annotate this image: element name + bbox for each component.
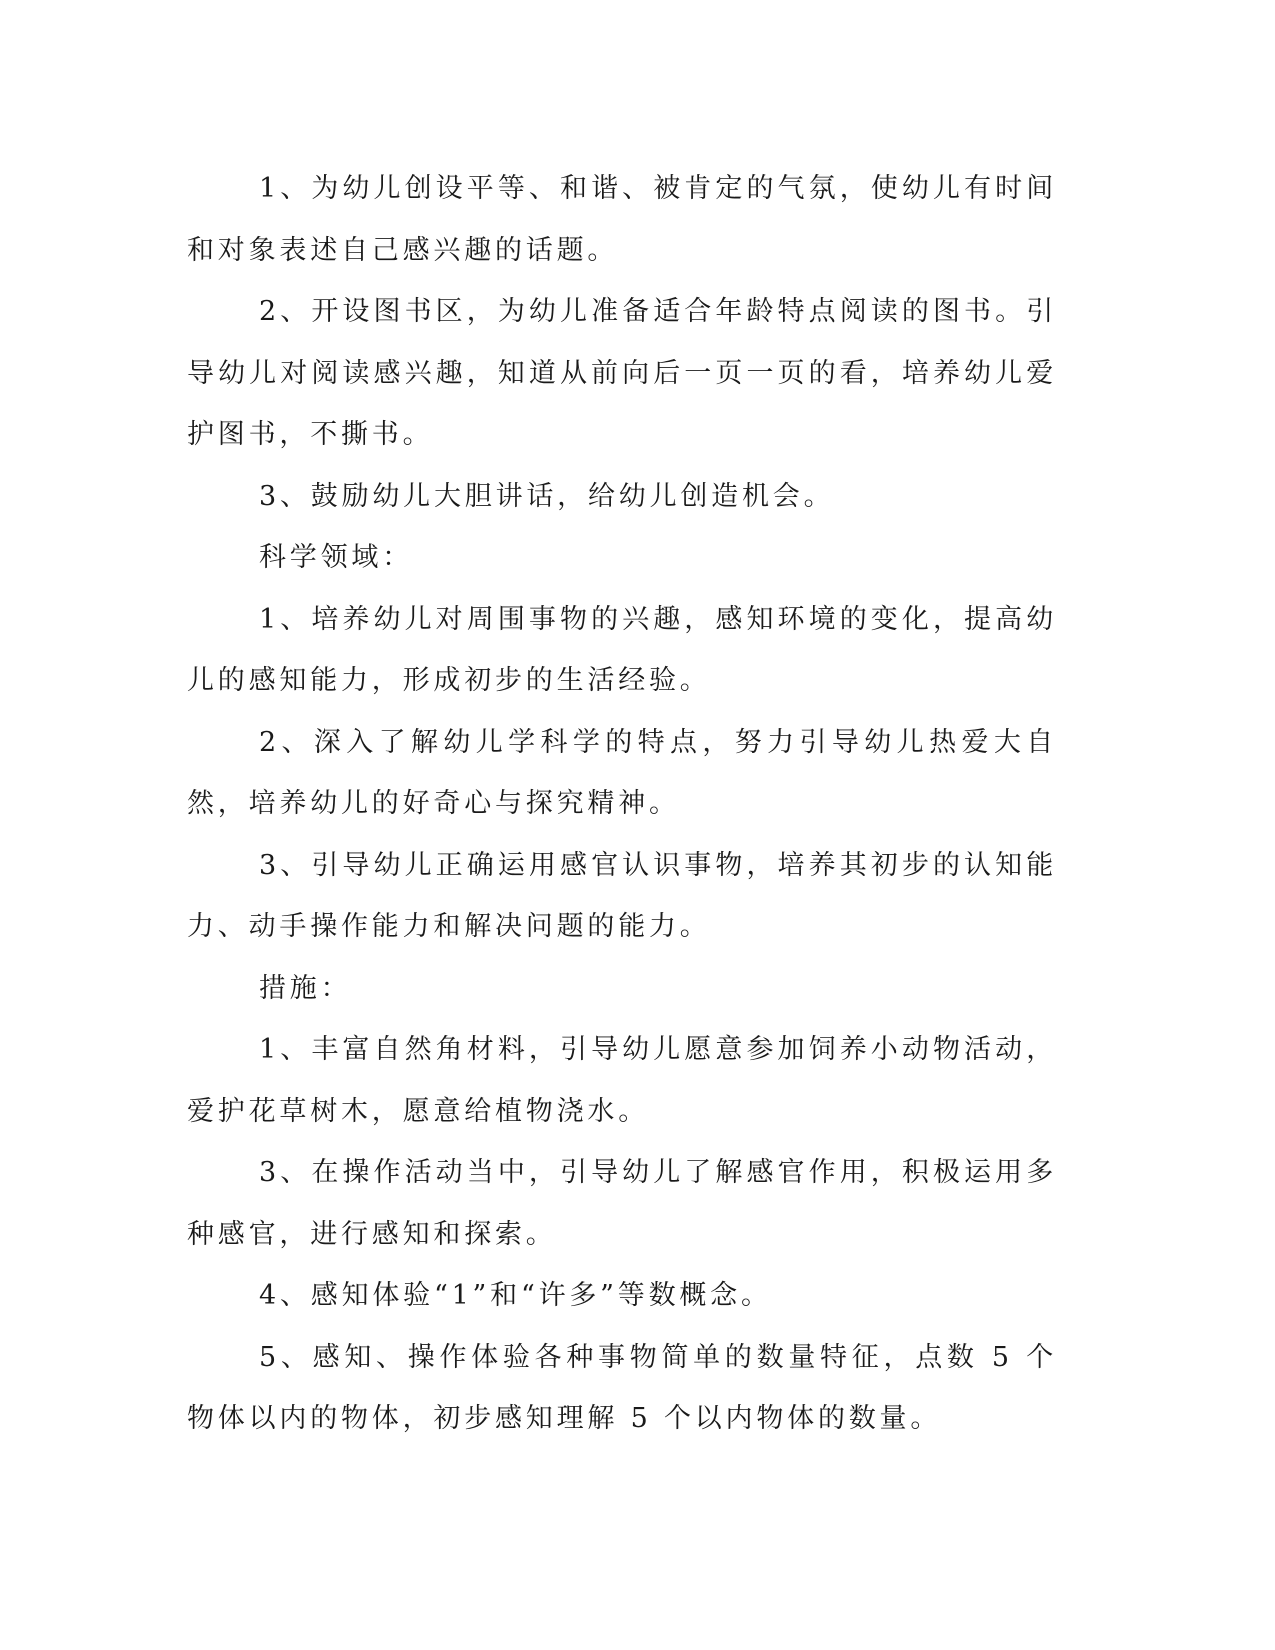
document-body: [187, 158, 1057, 1450]
paragraph-science-item-3: 3、引导幼儿正确运用感官认识事物，培养其初步的认知能力、动手操作能力和解决问题的能力。: [187, 849, 1057, 942]
section-heading-measures: 措施：: [259, 972, 352, 1004]
paragraph-measures-item-3: 3、在操作活动当中，引导幼儿了解感官作用，积极运用多种感官，进行感知和探索。: [187, 1157, 1057, 1250]
section-heading-science: 科学领域：: [259, 542, 413, 573]
paragraph-language-item-1: 1、为幼儿创设平等、和谐、被肯定的气氛，使幼儿有时间和对象表述自己感兴趣的话题。: [187, 173, 1057, 266]
paragraph-language-item-3: 3、鼓励幼儿大胆讲话，给幼儿创造机会。: [259, 480, 835, 512]
paragraph-science-item-1: 1、培养幼儿对周围事物的兴趣，感知环境的变化，提高幼儿的感知能力，形成初步的生活经验。: [187, 603, 1057, 696]
paragraph-measures-item-1: 1、丰富自然角材料，引导幼儿愿意参加饲养小动物活动，爱护花草树木，愿意给植物浇水。: [187, 1034, 1057, 1127]
paragraph-measures-item-5: 5、感知、操作体验各种事物简单的数量特征，点数 5 个物体以内的物体，初步感知理解 5 个以内物体的数量。: [187, 1341, 1057, 1434]
paragraph-measures-item-4: 4、感知体验“1”和“许多”等数概念。: [259, 1280, 772, 1311]
paragraph-language-item-2: 2、开设图书区，为幼儿准备适合年龄特点阅读的图书。引导幼儿对阅读感兴趣，知道从前向后一页一页的看，培养幼儿爱护图书，不撕书。: [187, 296, 1057, 450]
paragraph-science-item-2: 2、深入了解幼儿学科学的特点，努力引导幼儿热爱大自然，培养幼儿的好奇心与探究精神。: [187, 726, 1057, 819]
